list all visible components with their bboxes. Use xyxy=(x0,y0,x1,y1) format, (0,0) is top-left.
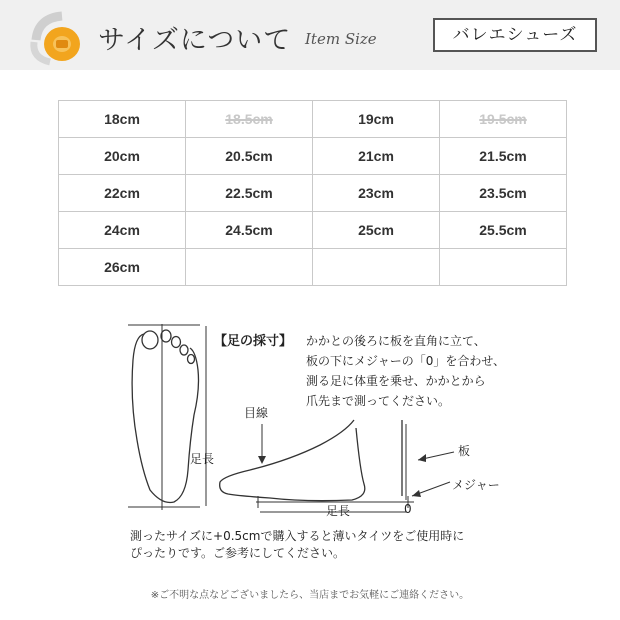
header-bar xyxy=(0,0,620,70)
instruction-line: 板の下にメジャーの「0」を合わせ、 xyxy=(306,354,506,368)
category-label: バレエシューズ xyxy=(433,18,597,52)
foot-side-drawing xyxy=(220,420,406,501)
size-cell: 24cm xyxy=(59,212,186,249)
size-cell: 18cm xyxy=(59,101,186,138)
size-cell xyxy=(313,249,440,286)
tape-arrow xyxy=(412,482,450,497)
size-cell: 20.5cm xyxy=(186,138,313,175)
size-cell: 19.5cm xyxy=(440,101,567,138)
size-row xyxy=(59,101,567,138)
size-cell: 22.5cm xyxy=(186,175,313,212)
board-arrow xyxy=(418,452,454,462)
size-row xyxy=(59,249,567,286)
size-cell: 23cm xyxy=(313,175,440,212)
size-cell: 18.5cm xyxy=(186,101,313,138)
guide-label: 目線 xyxy=(244,406,269,420)
size-cell xyxy=(440,249,567,286)
foot-sole-drawing xyxy=(132,330,198,503)
side-length-label: 足長 xyxy=(326,504,351,518)
size-row xyxy=(59,212,567,249)
size-cell: 20cm xyxy=(59,138,186,175)
guide-arrow xyxy=(258,424,266,464)
tape-label: メジャー xyxy=(452,478,500,492)
note-line: ぴったりです。ご参考にしてください。 xyxy=(130,546,346,560)
size-cell: 25.5cm xyxy=(440,212,567,249)
footer-note: ※ご不明な点などございましたら、当店までお気軽にご連絡ください。 xyxy=(150,590,470,601)
note-line: 測ったサイズに+0.5cmで購入すると薄いタイツをご使用時に xyxy=(130,529,465,543)
size-cell xyxy=(186,249,313,286)
instruction-line: 爪先まで測ってください。 xyxy=(306,394,451,408)
size-cell: 26cm xyxy=(59,249,186,286)
size-table xyxy=(58,100,567,286)
zero-label: 0 xyxy=(404,502,412,516)
instruction-line: 測る足に体重を乗せ、かかとから xyxy=(306,374,486,388)
size-row xyxy=(59,175,567,212)
instruction-line: かかとの後ろに板を直角に立て、 xyxy=(306,334,486,348)
size-row xyxy=(59,138,567,175)
size-cell: 22cm xyxy=(59,175,186,212)
size-cell: 24.5cm xyxy=(186,212,313,249)
size-cell: 19cm xyxy=(313,101,440,138)
page-subtitle: Item Size xyxy=(305,30,377,48)
size-cell: 25cm xyxy=(313,212,440,249)
board-label: 板 xyxy=(458,444,471,458)
measuring-tape-icon xyxy=(28,10,88,66)
measure-instructions xyxy=(306,331,505,411)
foot-length-label: 足長 xyxy=(190,452,215,466)
measure-heading: 【足の採寸】 xyxy=(214,334,293,349)
size-note xyxy=(130,528,464,562)
size-cell: 21cm xyxy=(313,138,440,175)
size-cell: 23.5cm xyxy=(440,175,567,212)
page-title: サイズについて xyxy=(98,25,292,56)
size-cell: 21.5cm xyxy=(440,138,567,175)
